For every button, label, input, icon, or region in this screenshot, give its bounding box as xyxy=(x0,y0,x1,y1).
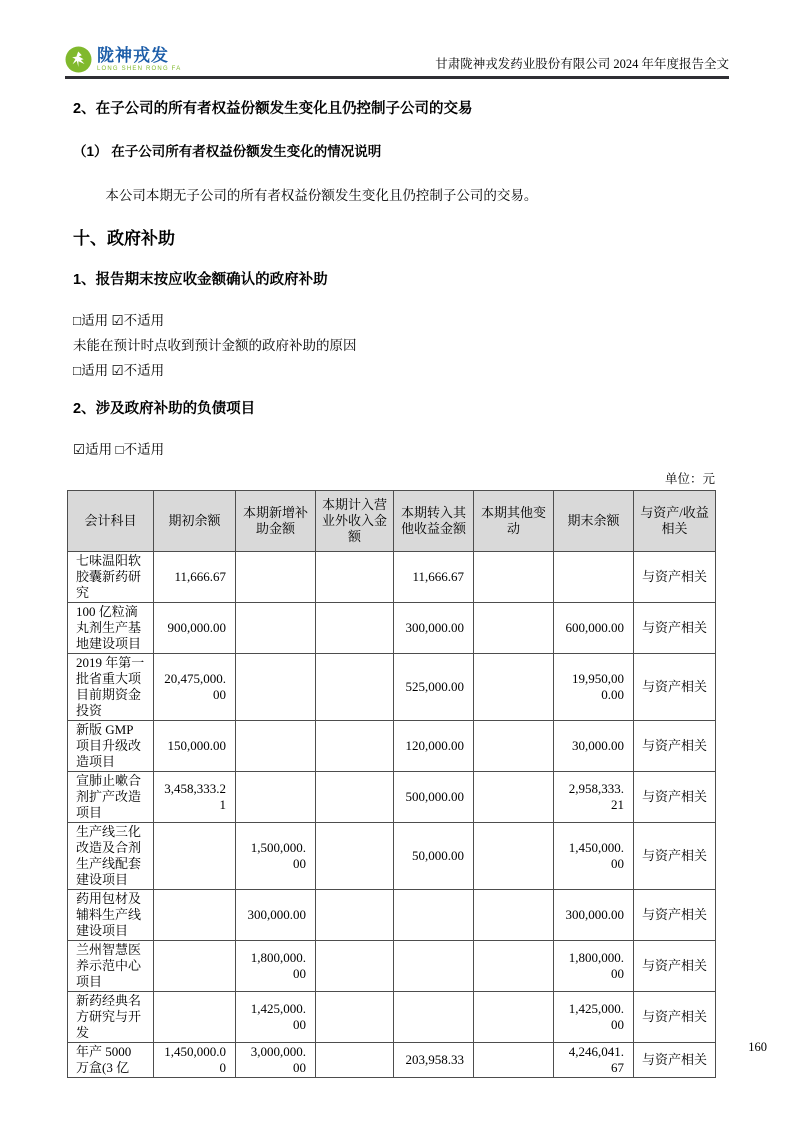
table-cell xyxy=(236,772,316,823)
table-cell: 年产 5000 万盒(3 亿 xyxy=(68,1043,154,1078)
table-row xyxy=(68,823,716,890)
table-cell: 3,458,333.21 xyxy=(154,772,236,823)
table-cell: 新药经典名方研究与开发 xyxy=(68,992,154,1043)
table-cell xyxy=(394,890,474,941)
table-cell: 20,475,000.00 xyxy=(154,654,236,721)
column-header: 本期其他变动 xyxy=(474,491,554,552)
column-header: 与资产/收益相关 xyxy=(634,491,716,552)
table-cell xyxy=(474,823,554,890)
table-row xyxy=(68,941,716,992)
table-cell: 1,800,000.00 xyxy=(554,941,634,992)
table-cell: 11,666.67 xyxy=(154,552,236,603)
table-cell xyxy=(316,823,394,890)
brand-text xyxy=(97,47,181,72)
table-cell xyxy=(316,552,394,603)
table-cell xyxy=(316,890,394,941)
table-cell: 300,000.00 xyxy=(554,890,634,941)
table-cell xyxy=(236,552,316,603)
table-row xyxy=(68,890,716,941)
table-row xyxy=(68,772,716,823)
table-cell: 3,000,000.00 xyxy=(236,1043,316,1078)
table-cell: 19,950,000.00 xyxy=(554,654,634,721)
table-cell: 300,000.00 xyxy=(236,890,316,941)
unit-label: 单位：元 xyxy=(664,472,715,486)
table-row xyxy=(68,721,716,772)
table-cell: 与资产相关 xyxy=(634,890,716,941)
table-cell xyxy=(554,552,634,603)
table-cell xyxy=(474,992,554,1043)
table-row xyxy=(68,603,716,654)
table-cell: 11,666.67 xyxy=(394,552,474,603)
heading-government-subsidy: 十、政府补助 xyxy=(73,229,175,248)
column-header: 本期新增补助金额 xyxy=(236,491,316,552)
table-row xyxy=(68,1043,716,1078)
table-cell xyxy=(316,603,394,654)
page-content xyxy=(65,100,729,1078)
table-cell xyxy=(154,941,236,992)
table-cell xyxy=(394,941,474,992)
table-cell xyxy=(154,992,236,1043)
table-cell: 与资产相关 xyxy=(634,1043,716,1078)
table-cell: 与资产相关 xyxy=(634,992,716,1043)
table-cell xyxy=(474,721,554,772)
equity-change-statement: 本公司本期无子公司的所有者权益份额发生变化且仍控制子公司的交易。 xyxy=(105,188,538,203)
table-cell: 1,425,000.00 xyxy=(236,992,316,1043)
table-cell xyxy=(316,654,394,721)
column-header: 本期计入营业外收入金额 xyxy=(316,491,394,552)
table-cell: 2,958,333.21 xyxy=(554,772,634,823)
table-cell xyxy=(154,823,236,890)
table-cell xyxy=(316,721,394,772)
table-cell xyxy=(474,941,554,992)
brand-name-en: LONG SHEN RONG FA xyxy=(97,66,182,72)
table-cell: 1,500,000.00 xyxy=(236,823,316,890)
table-cell xyxy=(236,721,316,772)
table-cell: 203,958.33 xyxy=(394,1043,474,1078)
table-cell: 新版 GMP 项目升级改造项目 xyxy=(68,721,154,772)
table-cell: 1,450,000.00 xyxy=(554,823,634,890)
table-cell: 生产线三化改造及合剂生产线配套建设项目 xyxy=(68,823,154,890)
table-cell: 2019 年第一批省重大项目前期资金投资 xyxy=(68,654,154,721)
table-row xyxy=(68,654,716,721)
table-cell xyxy=(474,890,554,941)
table-cell: 兰州智慧医养示范中心项目 xyxy=(68,941,154,992)
table-cell: 600,000.00 xyxy=(554,603,634,654)
page-number: 160 xyxy=(748,1040,767,1054)
table-cell xyxy=(394,992,474,1043)
document-title: 甘肃陇神戎发药业股份有限公司 2024 年年度报告全文 xyxy=(435,57,729,71)
table-cell: 120,000.00 xyxy=(394,721,474,772)
table-cell: 药用包材及辅料生产线建设项目 xyxy=(68,890,154,941)
table-cell xyxy=(154,890,236,941)
applicable-checkline-2: □适用 ☑不适用 xyxy=(73,363,165,378)
applicable-checkline-1: □适用 ☑不适用 xyxy=(73,313,165,328)
brand-logo-icon xyxy=(65,46,92,73)
table-cell: 150,000.00 xyxy=(154,721,236,772)
table-cell: 4,246,041.67 xyxy=(554,1043,634,1078)
table-cell xyxy=(236,654,316,721)
table-cell: 与资产相关 xyxy=(634,721,716,772)
column-header: 期末余额 xyxy=(554,491,634,552)
table-cell xyxy=(316,941,394,992)
table-cell xyxy=(474,654,554,721)
table-cell: 宣肺止嗽合剂扩产改造项目 xyxy=(68,772,154,823)
table-cell: 1,425,000.00 xyxy=(554,992,634,1043)
table-cell: 与资产相关 xyxy=(634,603,716,654)
table-cell xyxy=(236,603,316,654)
heading-subsidy-receivable: 1、报告期末按应收金额确认的政府补助 xyxy=(73,272,328,288)
heading-equity-change: 2、在子公司的所有者权益份额发生变化且仍控制子公司的交易 xyxy=(73,101,473,117)
column-header: 本期转入其他收益金额 xyxy=(394,491,474,552)
table-cell: 1,800,000.00 xyxy=(236,941,316,992)
column-header: 会计科目 xyxy=(68,491,154,552)
table-cell xyxy=(474,1043,554,1078)
brand-logo xyxy=(65,46,181,73)
table-cell: 与资产相关 xyxy=(634,552,716,603)
table-cell: 与资产相关 xyxy=(634,941,716,992)
table-header-row xyxy=(68,491,716,552)
table-cell: 与资产相关 xyxy=(634,823,716,890)
heading-equity-change-detail: （1） 在子公司所有者权益份额发生变化的情况说明 xyxy=(73,144,382,159)
table-cell: 1,450,000.00 xyxy=(154,1043,236,1078)
table-cell: 500,000.00 xyxy=(394,772,474,823)
column-header: 期初余额 xyxy=(154,491,236,552)
table-cell: 100 亿粒滴丸剂生产基地建设项目 xyxy=(68,603,154,654)
applicable-checkline-3: ☑适用 □不适用 xyxy=(73,442,165,457)
table-cell: 七味温阳软胶囊新药研究 xyxy=(68,552,154,603)
table-cell xyxy=(316,992,394,1043)
brand-name-cn: 陇神戎发 xyxy=(97,46,169,65)
table-cell xyxy=(474,603,554,654)
table-cell xyxy=(316,1043,394,1078)
table-cell xyxy=(474,772,554,823)
table-row xyxy=(68,552,716,603)
table-cell: 900,000.00 xyxy=(154,603,236,654)
table-cell: 300,000.00 xyxy=(394,603,474,654)
table-cell: 与资产相关 xyxy=(634,654,716,721)
table-cell xyxy=(474,552,554,603)
table-cell: 50,000.00 xyxy=(394,823,474,890)
table-row xyxy=(68,992,716,1043)
table-cell xyxy=(316,772,394,823)
table-cell: 30,000.00 xyxy=(554,721,634,772)
heading-subsidy-liabilities: 2、涉及政府补助的负债项目 xyxy=(73,401,256,417)
table-cell: 525,000.00 xyxy=(394,654,474,721)
subsidy-liabilities-table xyxy=(67,490,716,1078)
table-cell: 与资产相关 xyxy=(634,772,716,823)
subsidy-reason-label: 未能在预计时点收到预计金额的政府补助的原因 xyxy=(73,338,357,353)
page-header xyxy=(65,46,729,79)
